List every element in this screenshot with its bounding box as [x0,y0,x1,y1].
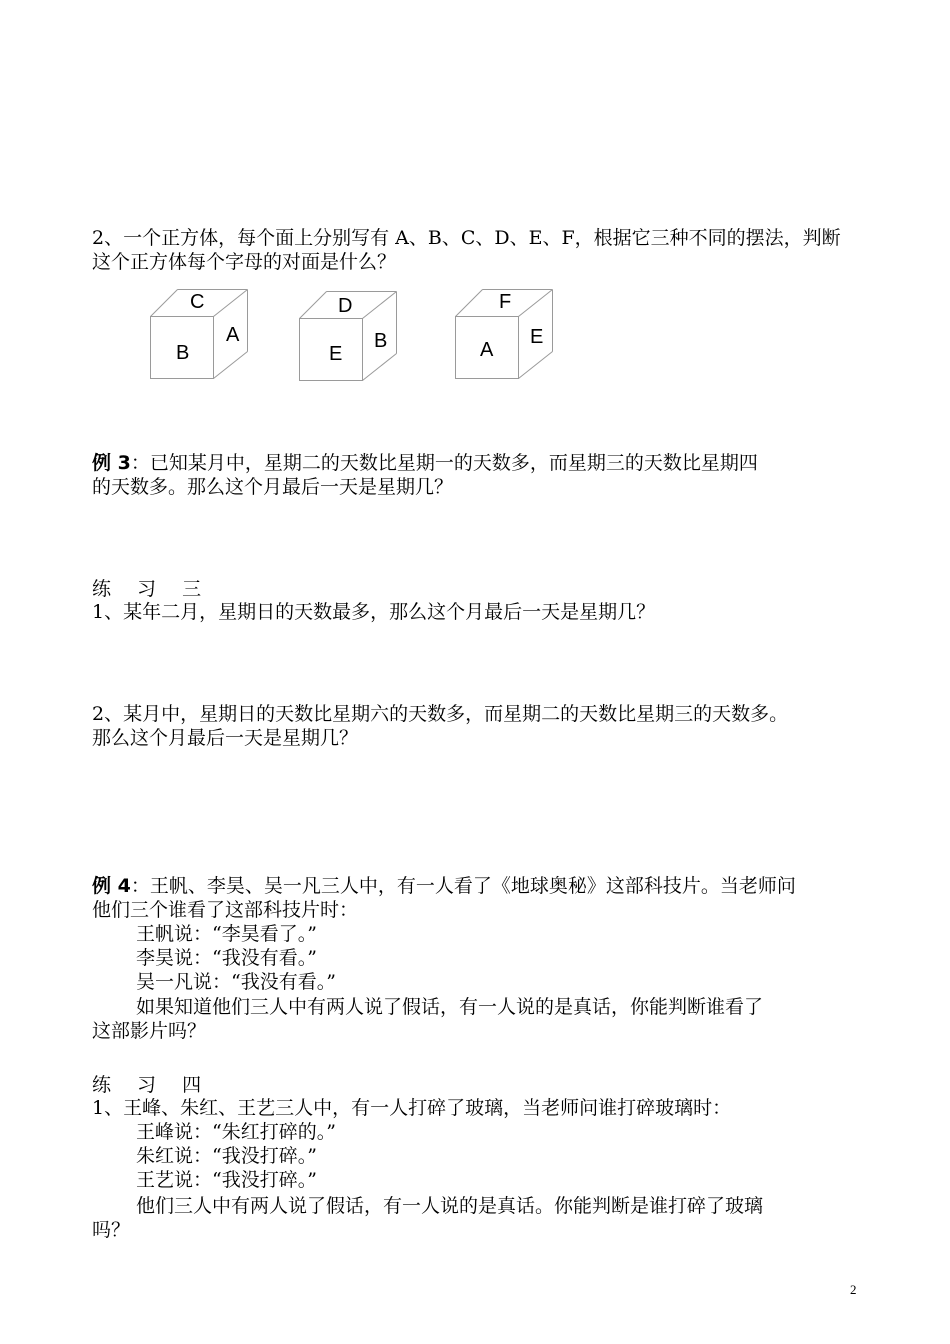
example-4-statement-3: 吴一凡说：“我没有看。” [136,971,336,993]
cube-problem-line-1: 2、一个正方体，每个面上分别写有 A、B、C、D、E、F，根据它三种不同的摆法，判断 [92,227,841,249]
cube-2-top-label: D [338,295,353,317]
cube-2-front-label: E [329,343,343,365]
cube-problem-line-2: 这个正方体每个字母的对面是什么？ [92,251,397,273]
example-3-line-1 [92,451,758,475]
cube-1-right-label: A [226,324,240,346]
example-4-line-1 [92,874,796,898]
example-3-text: ：已知某月中，星期二的天数比星期一的天数多，而星期三的天数比星期四 [130,452,758,474]
cube-3-top-label: F [499,291,512,313]
example-4-label: 例 4 [92,875,131,897]
cube-figure-1 [150,288,250,380]
practice-3-question-2-line-1: 2、某月中，星期日的天数比星期六的天数多，而星期二的天数比星期三的天数多。 [92,703,789,725]
practice-4-statement-1: 王峰说：“朱红打碎的。” [136,1121,336,1143]
practice-4-statement-2: 朱红说：“我没打碎。” [136,1145,317,1167]
practice-3-question-1: 1、某年二月，星期日的天数最多，那么这个月最后一天是星期几？ [92,601,656,623]
example-3-line-2: 的天数多。那么这个月最后一天是星期几？ [92,476,454,498]
practice-4-heading: 练 习 四 [92,1074,212,1096]
cube-3-right-label: E [530,326,544,348]
practice-3-question-2-line-2: 那么这个月最后一天是星期几？ [92,727,359,749]
example-4-line-2: 他们三个谁看了这部科技片时： [92,899,359,921]
cube-figure-2 [299,290,399,382]
cube-3-front-label: A [480,339,494,361]
page-number: 2 [850,1282,857,1297]
cube-1-top-label: C [190,291,205,313]
practice-3-heading: 练 习 三 [92,578,212,600]
cube-figure-3 [455,288,555,380]
practice-4-question-line-1: 他们三人中有两人说了假话，有一人说的是真话。你能判断是谁打碎了玻璃 [136,1195,764,1217]
example-4-statement-1: 王帆说：“李昊看了。” [136,923,317,945]
practice-4-statement-3: 王艺说：“我没打碎。” [136,1169,317,1191]
example-4-question-line-2: 这部影片吗？ [92,1020,207,1042]
cube-1-front-label: B [176,342,190,364]
practice-4-question-1: 1、王峰、朱红、王艺三人中，有一人打碎了玻璃，当老师问谁打碎玻璃时： [92,1097,732,1119]
practice-4-question-line-2: 吗？ [92,1219,131,1241]
example-4-text: ：王帆、李昊、吴一凡三人中，有一人看了《地球奥秘》这部科技片。当老师问 [130,875,796,897]
example-3-label: 例 3 [92,452,131,474]
example-4-statement-2: 李昊说：“我没有看。” [136,947,317,969]
example-4-question-line-1: 如果知道他们三人中有两人说了假话，有一人说的是真话，你能判断谁看了 [136,996,764,1018]
cube-2-right-label: B [374,330,388,352]
